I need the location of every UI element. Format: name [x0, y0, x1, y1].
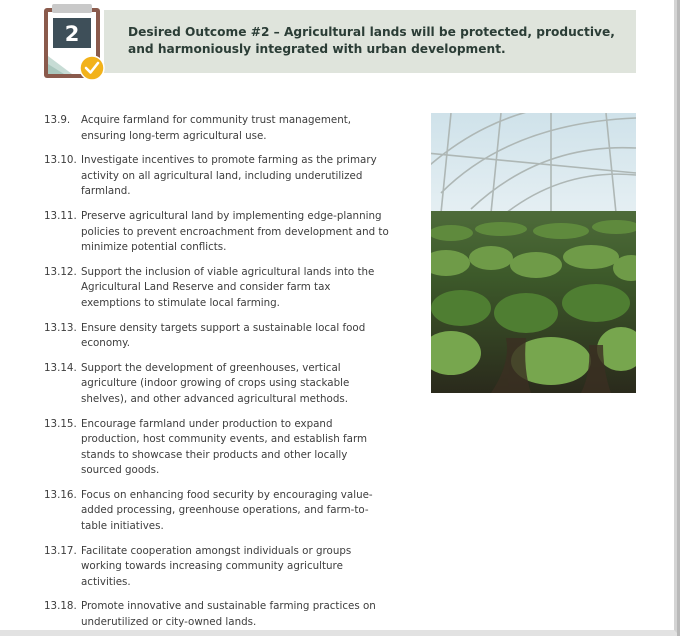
list-item: [44, 113, 389, 144]
item-number: 13.17.: [44, 544, 77, 557]
item-text: Encourage farmland under production to expand production, host community events, and establish farm stands to showcase their products and other locally sourced goods.: [81, 417, 368, 477]
item-number: 13.18.: [44, 600, 77, 613]
list-item: [44, 599, 389, 630]
item-number: 13.12.: [44, 265, 77, 278]
badge-number: 2: [64, 22, 80, 46]
checkmark-icon: [80, 56, 104, 80]
outcome-title: Desired Outcome #2 – Agricultural lands will be protected, productive, and harmoniously integrated with urban development.: [128, 25, 615, 56]
item-text: Support the development of greenhouses, vertical agriculture (indoor growing of crops using stackable shelves), and other advanced agricultural methods.: [81, 361, 350, 405]
list-item: [44, 361, 389, 408]
list-item: [44, 417, 389, 479]
greenhouse-photo: [431, 113, 636, 393]
list-item: [44, 153, 389, 200]
item-number: 13.11.: [44, 209, 77, 222]
item-text: Promote innovative and sustainable farming practices on underutilized or city-owned lands.: [81, 600, 376, 629]
clipboard-icon: [42, 4, 106, 82]
item-number: 13.15.: [44, 417, 77, 430]
list-item: [44, 544, 389, 591]
item-text: Support the inclusion of viable agricultural lands into the Agricultural Land Reserve and consider farm tax exemptions to stimulate local farming.: [81, 265, 375, 309]
list-item: [44, 209, 389, 256]
item-number: 13.14.: [44, 361, 77, 374]
list-item: [44, 265, 389, 312]
item-text: Preserve agricultural land by implementing edge-planning policies to prevent encroachment from development and to minimize potential conflicts.: [81, 209, 389, 254]
item-text: Ensure density targets support a sustainable local food economy.: [81, 321, 366, 350]
list-item: [44, 321, 389, 352]
item-text: Focus on enhancing food security by encouraging value-added processing, greenhouse operations, and farm-to-table initiatives.: [81, 488, 373, 533]
item-text: Investigate incentives to promote farming as the primary activity on all agricultural land, including underutilized farmland.: [81, 154, 377, 198]
item-number: 13.10.: [44, 154, 77, 167]
item-number: 13.9.: [44, 114, 71, 126]
outcome-header-banner: [104, 10, 636, 73]
item-text: Acquire farmland for community trust management, ensuring long-term agricultural use.: [81, 114, 352, 142]
item-number: 13.16.: [44, 488, 77, 501]
item-number: 13.13.: [44, 321, 77, 334]
policy-list: [44, 113, 389, 636]
item-text: Facilitate cooperation amongst individuals or groups working towards increasing community agriculture activities.: [81, 544, 352, 588]
list-item: [44, 488, 389, 535]
